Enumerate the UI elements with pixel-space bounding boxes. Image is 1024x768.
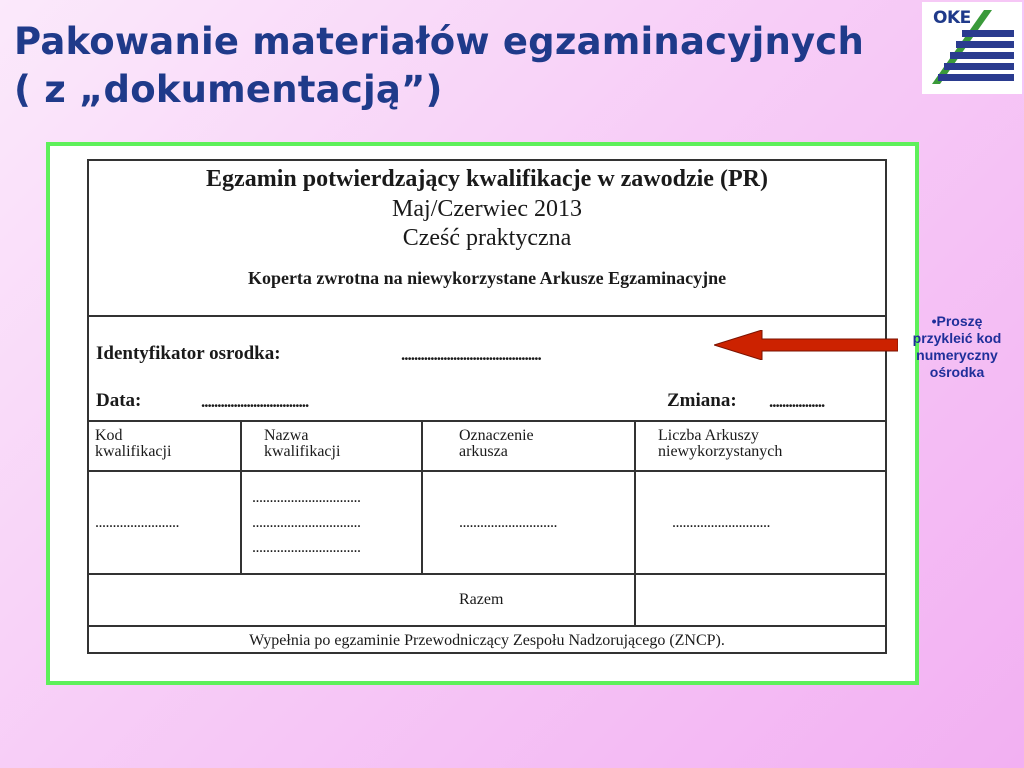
note-line-3: numeryczny xyxy=(916,347,998,363)
sum-value xyxy=(635,574,885,626)
footer-row xyxy=(89,626,885,656)
oke-logo-text: OKE xyxy=(933,8,971,28)
form-header xyxy=(89,161,885,317)
shift-field: ................. xyxy=(769,392,825,411)
left-arrow-icon xyxy=(714,330,898,360)
sum-row xyxy=(89,574,885,626)
sum-label: Razem xyxy=(89,574,635,626)
slide-title-line2: ( z „dokumentacją”) xyxy=(14,68,443,111)
shift-label: Zmiana: xyxy=(667,390,737,411)
note-line-4: ośrodka xyxy=(929,364,985,380)
ident-label: Identyfikator osrodka: xyxy=(96,343,281,364)
oke-logo xyxy=(922,2,1022,94)
document-frame xyxy=(46,142,919,685)
col-header-count: Liczba Arkuszy niewykorzystanych xyxy=(635,422,885,471)
cell-name: ............................... ............................... ............................... xyxy=(241,471,422,574)
cell-count: ............................ xyxy=(635,471,885,574)
date-field: ................................. xyxy=(201,392,309,411)
instruction-note xyxy=(898,313,1016,381)
form-session: Maj/Czerwiec 2013 xyxy=(392,196,582,222)
slide-title-line1: Pakowanie materiałów egzaminacyjnych xyxy=(14,20,864,63)
cell-code: ........................ xyxy=(89,471,241,574)
table-row xyxy=(89,471,885,574)
form-heading: Egzamin potwierdzający kwalifikacje w zawodzie (PR) xyxy=(206,166,768,192)
sheets-table xyxy=(89,422,885,656)
date-label: Data: xyxy=(96,390,142,411)
form-envelope-title: Koperta zwrotna na niewykorzystane Arkusze Egzaminacyjne xyxy=(247,268,727,288)
form-footer: Wypełnia po egzaminie Przewodniczący Zespołu Nadzorującego (ZNCP). xyxy=(89,626,885,656)
form-part: Cześć praktyczna xyxy=(402,225,572,251)
slide-title xyxy=(14,18,864,114)
ident-field: ........................................... xyxy=(401,345,541,364)
col-header-sheet: Oznaczenie arkusza xyxy=(422,422,635,471)
table-header-row xyxy=(89,422,885,471)
note-line-1: •Proszę xyxy=(931,313,983,329)
note-line-2: przykleić kod xyxy=(912,330,1002,346)
cell-sheet: ............................ xyxy=(422,471,635,574)
envelope-form xyxy=(87,159,887,654)
col-header-code: Kod kwalifikacji xyxy=(89,422,241,471)
col-header-name: Nazwa kwalifikacji xyxy=(241,422,422,471)
